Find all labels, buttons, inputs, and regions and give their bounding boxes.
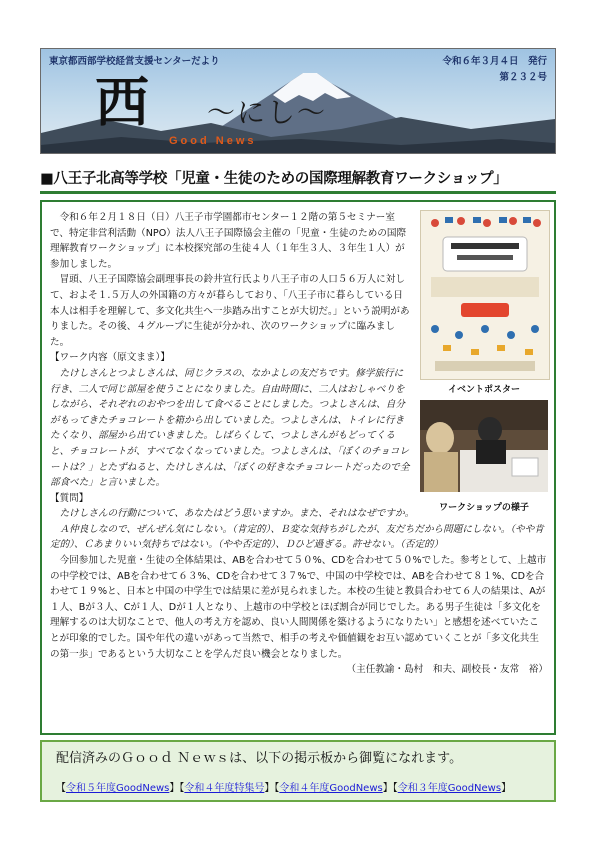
author-credit: （主任教諭・島村 和夫、副校長・友常 裕）: [346, 664, 548, 676]
newsletter-title: 西: [95, 70, 149, 134]
workshop-photo-caption: ワークショップの様子: [439, 503, 529, 513]
issue-number: 第２３２号: [499, 72, 547, 83]
intro-paragraph-2: 冒頭、八王子国際協会副理事長の鈴井宣行氏より八王子市の人口５６万人に対して、およそ１.５万人の外国籍の方々が暮らしており、「八王子市に暮らしている日本人は相手を理解して、多文化共生へ一歩踏み出すことが大切だ。」という説明がありました。その後、４グループに生徒が分かれ、次のワークショップに臨みました。: [50, 274, 410, 348]
article-box: [40, 200, 556, 735]
answer-options: Ａ仲良しなので、ぜんぜん気にしない。（肯定的）、Ｂ変な気持ちがしたが、友だちだから問題にしない。（やや肯定的）、Ｃあまりいい気持ちではない。（やや否定的）、Ｄひど過ぎる。許せない。（否定的）: [50, 523, 544, 551]
link-r3-goodnews[interactable]: 令和３年度GoodNews: [397, 783, 502, 794]
question-text: たけしさんの行動について、あなたはどう思いますか。また、それはなぜですか。: [59, 508, 415, 520]
work-content-heading: 【ワーク内容（原文まま）】: [50, 352, 170, 364]
workshop-photo: [420, 400, 548, 492]
good-news-label: Good News: [169, 135, 257, 147]
link-r4-goodnews[interactable]: 令和４年度GoodNews: [279, 783, 383, 794]
issue-date: 令和６年３月４日 発行: [442, 56, 547, 67]
footer-title: 配信済みのＧｏｏｄ Ｎｅｗｓは、以下の掲示板から御覧になれます。: [56, 751, 463, 766]
link-r5-goodnews[interactable]: 令和５年度GoodNews: [66, 783, 170, 794]
poster-caption: イベントポスター: [447, 385, 520, 395]
section-title: ■八王子北高等学校「児童・生徒のための国際理解教育ワークショップ」: [40, 167, 556, 194]
archive-links: 【令和５年度GoodNews】【令和４年度特集号】【令和４年度GoodNews】【令和３年度GoodNews】: [56, 783, 512, 794]
organization-name: 東京都西部学校経営支援センターだより: [49, 56, 220, 67]
story-text: たけしさんとつよしさんは、同じクラスの、なかよしの友だちです。修学旅行に行き、二人で同じ部屋を使うことになりました。自由時間に、二人はおしゃべりをしながら、それぞれのおやつを出して食べることにしました。つよしさんは、自分がもってきたチョコレートを箱から出していました。つよしさんは、トイレに行きたくなり、部屋から出ていきました。しばらくして、つよしさんがもどってくると、チョコレートが、すべてなくなっていました。つよしさんは、「ぼくのチョコレートは？」とたずねると、たけしさんは、「ぼくの好きなチョコレートだったので全部食べた」と言いました。: [50, 367, 410, 489]
link-r4-special[interactable]: 令和４年度特集号: [184, 783, 265, 794]
question-heading: 【質問】: [50, 492, 89, 504]
footer-box: [40, 740, 556, 802]
intro-paragraph-1: 令和６年２月１８日（日）八王子市学園都市センター１２階の第５セミナー室で、特定非営利活動（NPO）法人八王子国際協会主催の「児童・生徒のための国際理解教育ワークショップ」に本校探究部の生徒４人（１年生３人、３年生１人）が参加しました。: [50, 212, 407, 270]
event-poster-image: [420, 210, 550, 380]
newsletter-title-reading: ～にし～: [207, 96, 328, 129]
result-paragraph: 今回参加した児童・生徒の全体結果は、ABを合わせて５０%、CDを合わせて５０%でした。参考として、上越市の中学校では、ABを合わせて６３%、CDを合わせて３７%で、中国の中学校では、ABを合わせて８１%、CDを合わせて１９%と、日本と中国の中学生では結果に差が見られました。本校の生徒と教員合わせて６人の結果は、Aが１人、Bが３人、Cが１人、Dが１人となり、上越市の中学校とほぼ割合が同じでした。ある男子生徒は「多文化を理解するのは大切なことで、他人の考え方を認め、良い人間関係を築けるようになりたい」と感想を述べていたことが印象的でした。国や年代の違いがあって当然で、相手の考えや価値観をお互い認めていくことが「多文化共生の第一歩」であるという大切なことを学んだ良い機会となりました。: [50, 555, 547, 660]
masthead: [40, 48, 556, 154]
